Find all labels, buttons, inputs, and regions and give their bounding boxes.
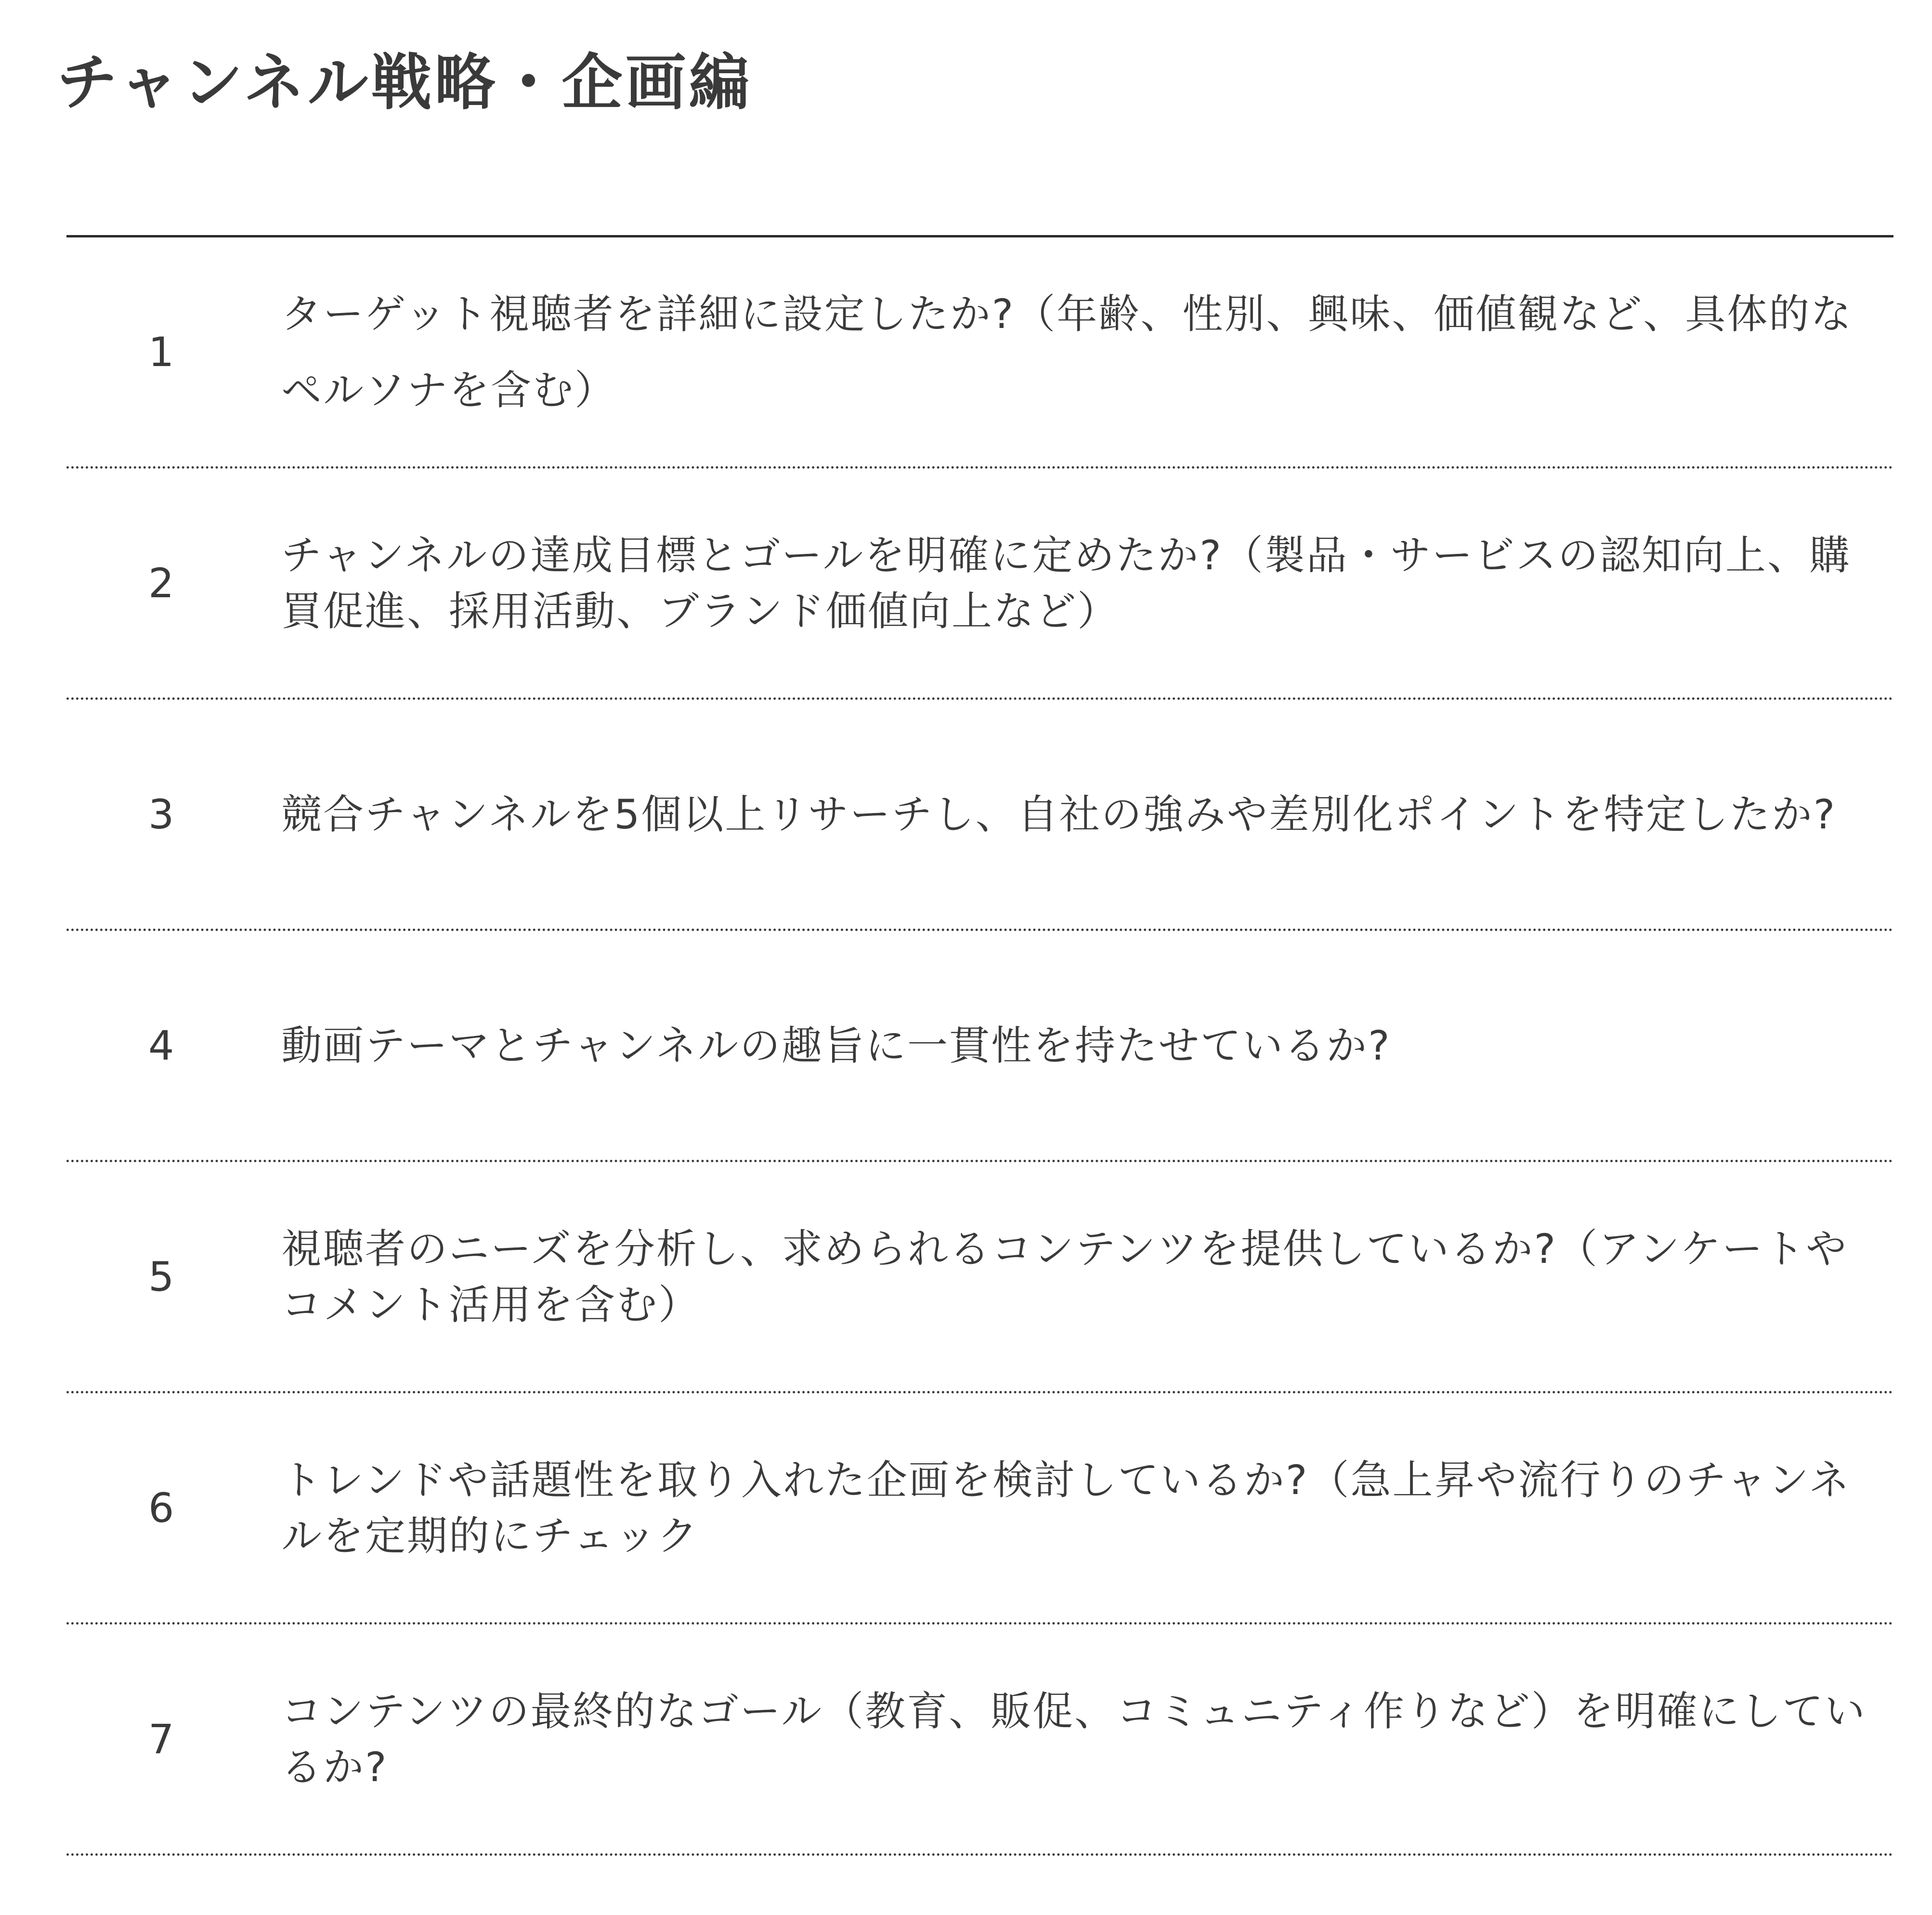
checklist-row-6 — [66, 1393, 1893, 1625]
checklist-row-7 — [66, 1625, 1893, 1856]
item-text: 視聴者のニーズを分析し、求められるコンテンツを提供しているか?（アンケートやコメント活用を含む） — [281, 1225, 1848, 1328]
item-number: 2 — [148, 559, 174, 607]
item-text: チャンネルの達成目標とゴールを明確に定めたか?（製品・サービスの認知向上、購買促進、採用活動、ブランド価値向上など） — [281, 531, 1851, 635]
checklist-row-1 — [66, 237, 1893, 469]
item-number: 1 — [148, 328, 174, 376]
checklist-row-4 — [66, 931, 1893, 1162]
item-number: 3 — [148, 790, 174, 838]
item-number: 4 — [148, 1022, 174, 1069]
item-text: コンテンツの最終的なゴール（教育、販促、コミュニティ作りなど）を明確にしているか? — [281, 1687, 1867, 1791]
item-number: 5 — [148, 1253, 174, 1300]
checklist-row-5 — [66, 1162, 1893, 1393]
checklist-row-2 — [66, 469, 1893, 700]
item-number: 6 — [148, 1484, 174, 1532]
item-text: ターゲット視聴者を詳細に設定したか?（年齢、性別、興味、価値観など、具体的なペルソナを含む） — [281, 290, 1853, 414]
checklist-row-3 — [66, 700, 1893, 931]
item-text: 競合チャンネルを5個以上リサーチし、自社の強みや差別化ポイントを特定したか? — [281, 790, 1837, 838]
checklist — [66, 235, 1893, 1856]
page-title: チャンネル戦略・企画編 — [57, 47, 753, 118]
item-text: 動画テーマとチャンネルの趣旨に一貫性を持たせているか? — [281, 1022, 1391, 1069]
item-number: 7 — [148, 1715, 174, 1763]
item-text: トレンドや話題性を取り入れた企画を検討しているか?（急上昇や流行りのチャンネルを定期的にチェック — [281, 1456, 1851, 1560]
